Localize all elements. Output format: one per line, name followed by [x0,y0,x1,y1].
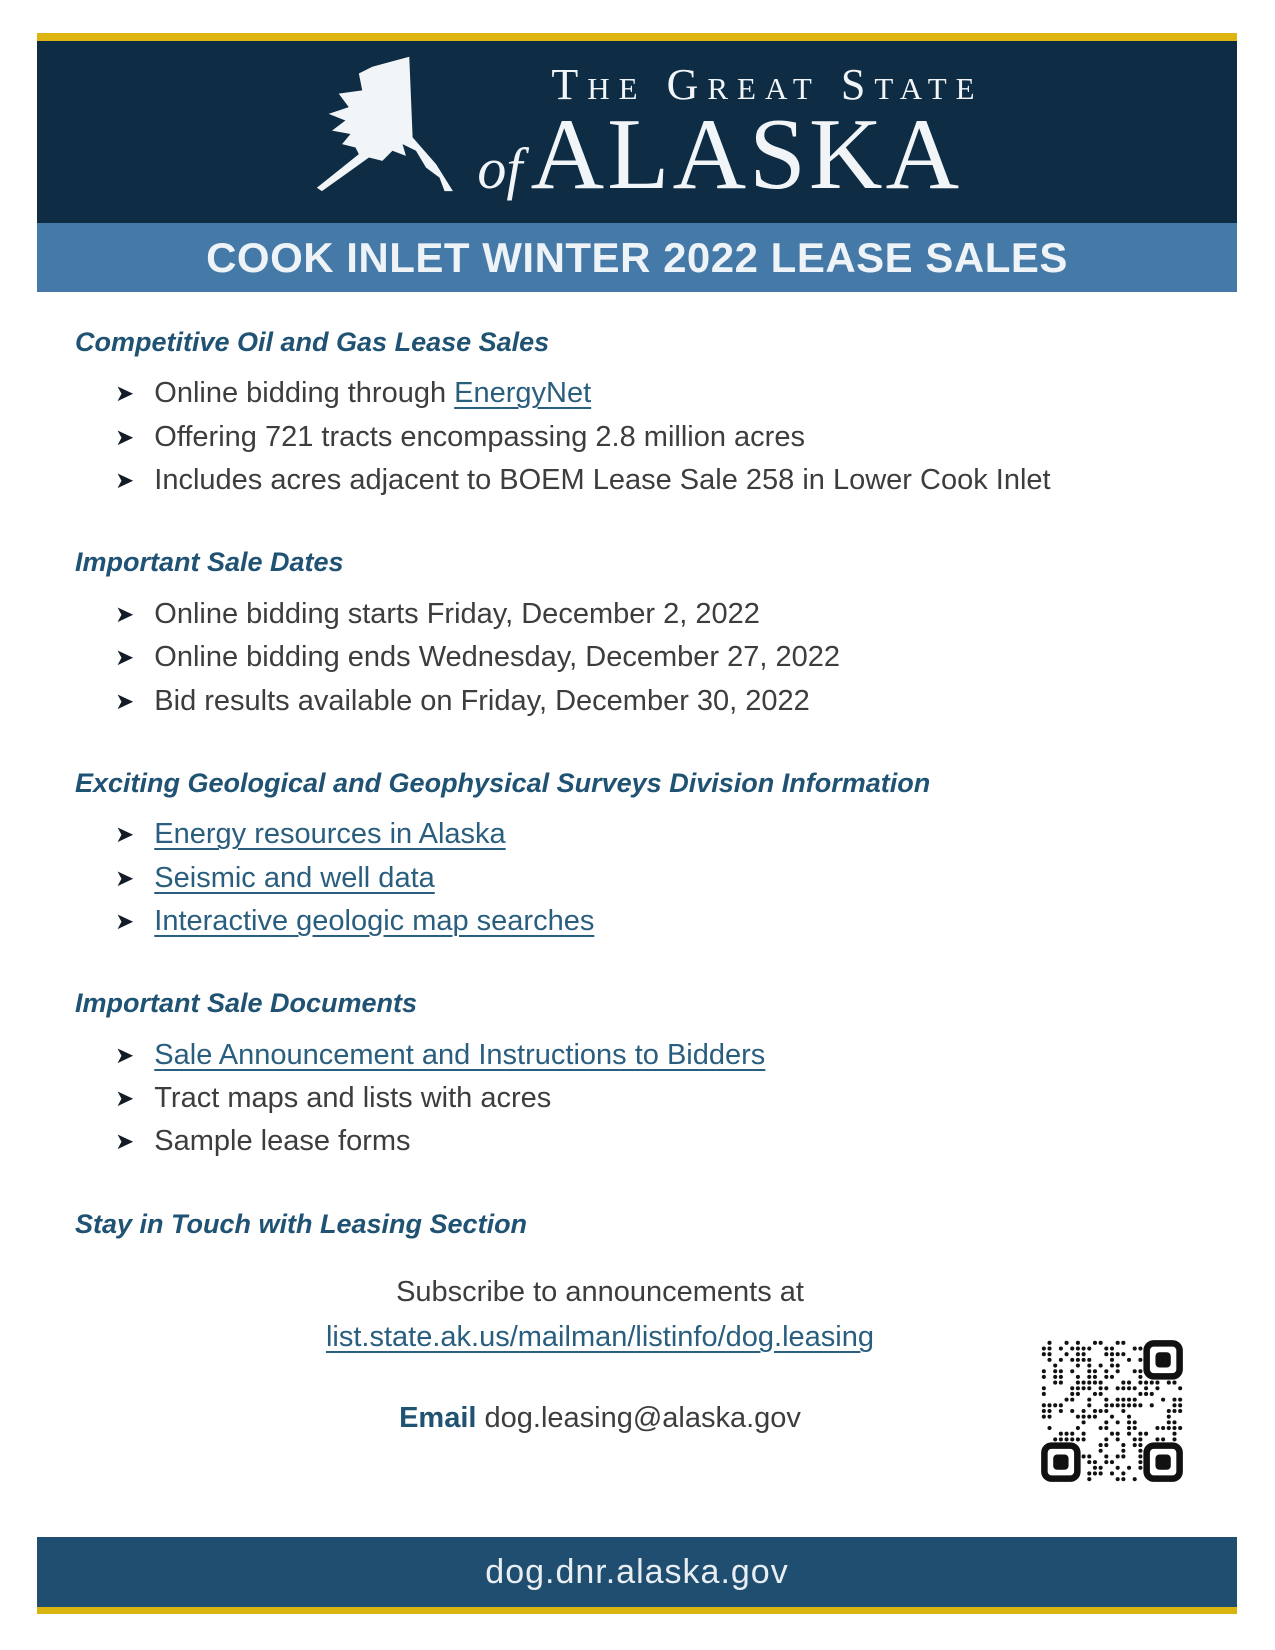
list-item-text [154,862,434,895]
list-item-text: Bid results available on Friday, December 30, 2022 [154,684,810,717]
list-item [75,1034,1199,1077]
list-item-text: Online bidding through EnergyNet [154,377,592,410]
arrow-bullet-icon: ➤ [115,687,135,714]
logo-state-line [477,98,963,212]
alaska-state-silhouette-icon [290,50,505,218]
list-item-text: Includes acres adjacent to BOEM Lease Sale 258 in Lower Cook Inlet [154,464,1051,497]
logo-state-name: ALASKA [530,98,963,212]
document-body [37,292,1237,1435]
arrow-bullet-icon: ➤ [115,467,135,494]
arrow-bullet-icon: ➤ [115,600,135,627]
section [75,767,1199,943]
list-item-text [154,905,594,938]
bullet-list [75,1034,1199,1164]
subscribe-block [75,1270,1125,1360]
arrow-bullet-icon: ➤ [115,380,135,407]
logo-text [477,60,984,212]
section-heading: Competitive Oil and Gas Lease Sales [75,327,550,357]
section-heading: Important Sale Dates [75,547,344,578]
arrow-bullet-icon: ➤ [115,423,135,450]
link[interactable]: Interactive geologic map searches [154,904,595,937]
link[interactable]: Energy resources in Alaska [154,818,506,851]
qr-code-image [1041,1340,1183,1482]
footer-band [37,1537,1237,1607]
list-item [75,1120,1199,1163]
page-title: COOK INLET WINTER 2022 LEASE SALES [206,233,1068,281]
list-item [75,593,1199,636]
section-heading: Important Sale Documents [75,988,418,1019]
qr-code [1041,1340,1183,1482]
section-heading: Stay in Touch with Leasing Section [75,1208,528,1239]
arrow-bullet-icon: ➤ [115,907,135,934]
logo-tagline: The Great State [551,60,984,110]
list-item-text [154,818,505,851]
list-item [75,416,1199,459]
state-logo-banner [37,41,1237,223]
email-line [75,1402,1125,1435]
list-item [75,1077,1199,1120]
sections-container [75,326,1199,1240]
list-item [75,680,1199,723]
list-item [75,372,1199,415]
email-address: dog.leasing@alaska.gov [484,1401,801,1434]
bullet-list [75,593,1199,723]
arrow-bullet-icon: ➤ [115,644,135,671]
list-item-text [154,1039,765,1072]
section [75,326,1199,502]
alaska-logo [290,46,983,218]
title-band [37,223,1237,292]
header [37,33,1237,292]
list-item [75,636,1199,679]
section-heading: Exciting Geological and Geophysical Surveys Division Information [75,767,931,798]
list-item-text: Sample lease forms [154,1125,411,1158]
list-item [75,857,1199,900]
arrow-bullet-icon: ➤ [115,821,135,848]
list-item [75,813,1199,856]
contact-block [75,1270,1199,1435]
arrow-bullet-icon: ➤ [115,1128,135,1155]
link[interactable]: Sale Announcement and Instructions to Bidders [154,1038,766,1071]
link[interactable]: EnergyNet [454,377,592,410]
subscribe-text: Subscribe to announcements at [396,1276,804,1309]
link[interactable]: Seismic and well data [154,861,435,894]
list-item-text: Offering 721 tracts encompassing 2.8 million acres [154,420,805,453]
arrow-bullet-icon: ➤ [115,864,135,891]
list-item [75,459,1199,502]
footer-url: dog.dnr.alaska.gov [485,1552,789,1591]
list-item [75,900,1199,943]
list-item-text: Tract maps and lists with acres [154,1082,552,1114]
logo-of-word: of [477,136,523,202]
footer [37,1537,1237,1614]
gold-accent-bar-bottom [37,1607,1237,1614]
list-item-text: Online bidding starts Friday, December 2, 2022 [154,597,760,630]
subscribe-link[interactable]: list.state.ak.us/mailman/listinfo/dog.leasing [325,1321,875,1354]
gold-accent-bar-top [37,33,1237,41]
list-item-text: Online bidding ends Wednesday, December 27, 2022 [154,641,840,674]
section [75,546,1199,722]
section [75,987,1199,1163]
arrow-bullet-icon: ➤ [115,1041,135,1068]
section [75,1208,1199,1240]
bullet-list [75,813,1199,943]
email-label: Email [399,1401,477,1434]
arrow-bullet-icon: ➤ [115,1085,135,1111]
bullet-list [75,372,1199,502]
